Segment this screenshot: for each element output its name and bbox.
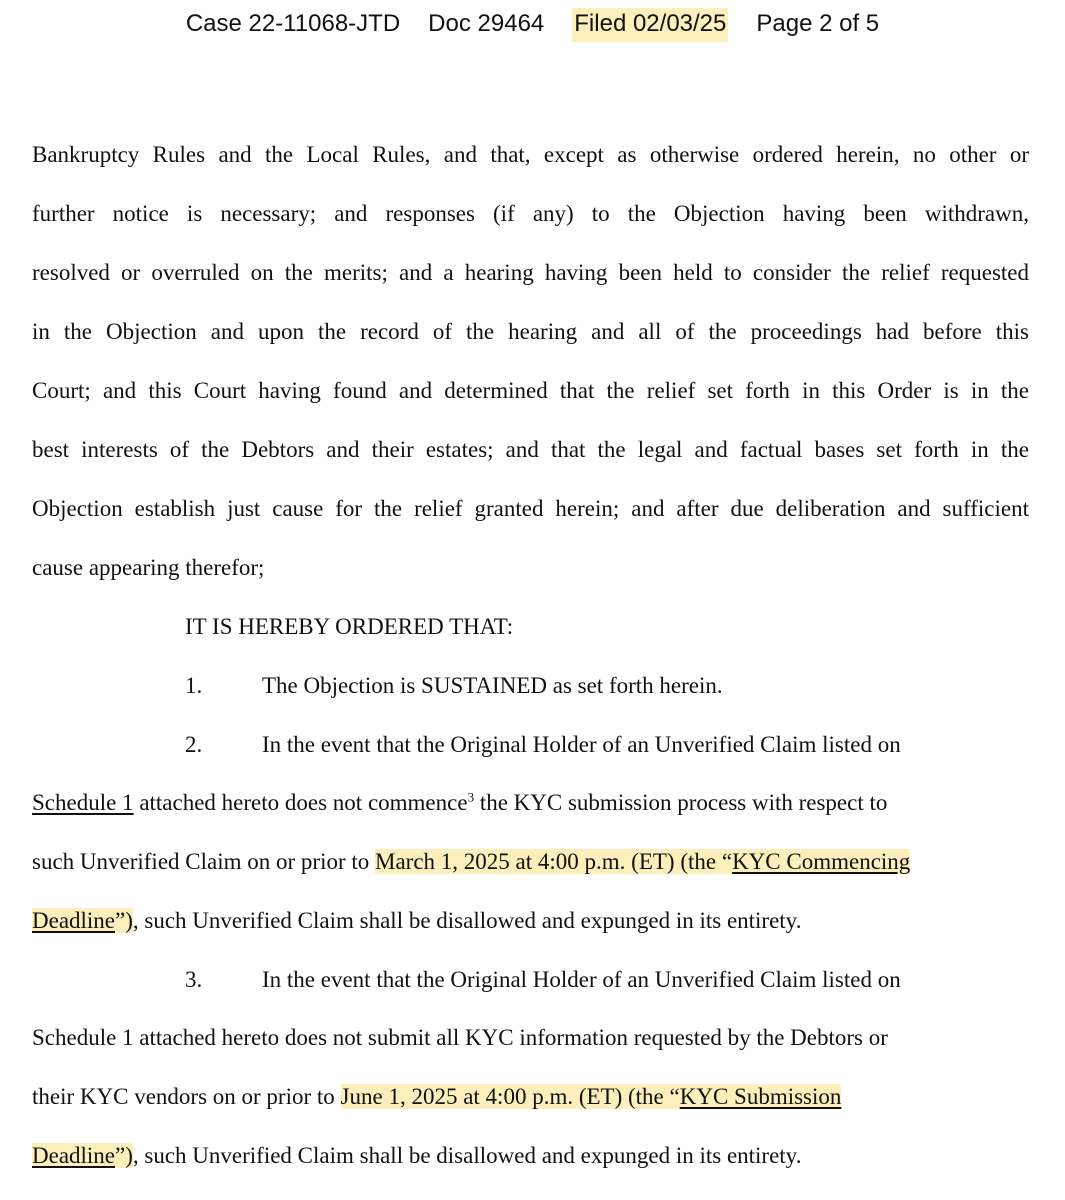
kyc-submission-close-quote: ”) [115, 1143, 133, 1168]
kyc-commencing-term-end [32, 908, 133, 933]
kyc-submission-date-text: June 1, 2025 at 4:00 p.m. (ET) (the “ [340, 1084, 680, 1109]
item2-line2 [32, 788, 1029, 818]
para1-line5: Court; and this Court having found and determined that the relief set forth in this Order is in the [32, 378, 1029, 403]
kyc-commencing-term: KYC Commencing [732, 849, 911, 874]
filed-date: Filed 02/03/25 [572, 8, 728, 42]
schedule-1-reference: Schedule 1 [32, 790, 134, 815]
page-count: Page 2 of 5 [756, 10, 880, 37]
item2-line2-text-b: the KYC submission process with respect to [474, 790, 888, 815]
item1-text: The Objection is SUSTAINED as set forth herein. [262, 673, 723, 698]
para1-line3: resolved or overruled on the merits; and a hearing having been held to consider the relief requested [32, 260, 1029, 285]
item2-line4-text: , such Unverified Claim shall be disallowed and expunged in its entirety. [132, 908, 802, 933]
kyc-commencing-date-text: March 1, 2025 at 4:00 p.m. (ET) (the “ [375, 849, 733, 874]
item1 [185, 671, 1029, 701]
doc-number: Doc 29464 [428, 10, 545, 37]
item3-line2: Schedule 1 attached hereto does not submit all KYC information requested by the Debtors or [32, 1025, 888, 1050]
kyc-submission-term-end [32, 1143, 133, 1168]
kyc-commencing-deadline-word: Deadline [32, 908, 116, 933]
para1-line1: Bankruptcy Rules and the Local Rules, and that, except as otherwise ordered herein, no other or [32, 142, 1029, 167]
item1-number: 1. [185, 673, 203, 698]
item3-line1-text: In the event that the Original Holder of an Unverified Claim listed on [262, 967, 901, 992]
item2-line1-text: In the event that the Original Holder of an Unverified Claim listed on [262, 732, 901, 757]
item3-line3 [32, 1082, 1029, 1112]
item2-line4 [32, 906, 1029, 936]
item3-line3-text: their KYC vendors on or prior to [32, 1084, 341, 1109]
para1-line7: Objection establish just cause for the relief granted herein; and after due deliberation and sufficient [32, 496, 1029, 521]
kyc-submission-deadline-word: Deadline [32, 1143, 116, 1168]
para1-line6: best interests of the Debtors and their estates; and that the legal and factual bases set forth in the [32, 437, 1029, 462]
item2-line3 [32, 847, 1029, 877]
item2-number: 2. [185, 732, 203, 757]
ordered-heading: IT IS HEREBY ORDERED THAT: [185, 614, 514, 639]
case-number: Case 22-11068-JTD [185, 10, 401, 37]
item3-line1 [185, 965, 1029, 995]
footnote-3-marker: 3 [467, 789, 475, 805]
item3-line4-text: , such Unverified Claim shall be disallowed and expunged in its entirety. [132, 1143, 802, 1168]
item2-line2-text-a: attached hereto does not commence [133, 790, 468, 815]
kyc-commencing-date [375, 849, 910, 874]
kyc-submission-term: KYC Submission [679, 1084, 842, 1109]
kyc-submission-date [341, 1084, 842, 1109]
para1-line8: cause appearing therefor; [32, 555, 265, 580]
kyc-commencing-close-quote: ”) [115, 908, 133, 933]
item3-line4 [32, 1141, 1029, 1171]
item2-line3-text: such Unverified Claim on or prior to [32, 849, 376, 874]
para1-line2: further notice is necessary; and responses (if any) to the Objection having been withdrawn, [32, 201, 1029, 226]
item2-line1 [185, 730, 1029, 760]
para1-line4: in the Objection and upon the record of the hearing and all of the proceedings had before this [32, 319, 1029, 344]
item3-number: 3. [185, 967, 203, 992]
